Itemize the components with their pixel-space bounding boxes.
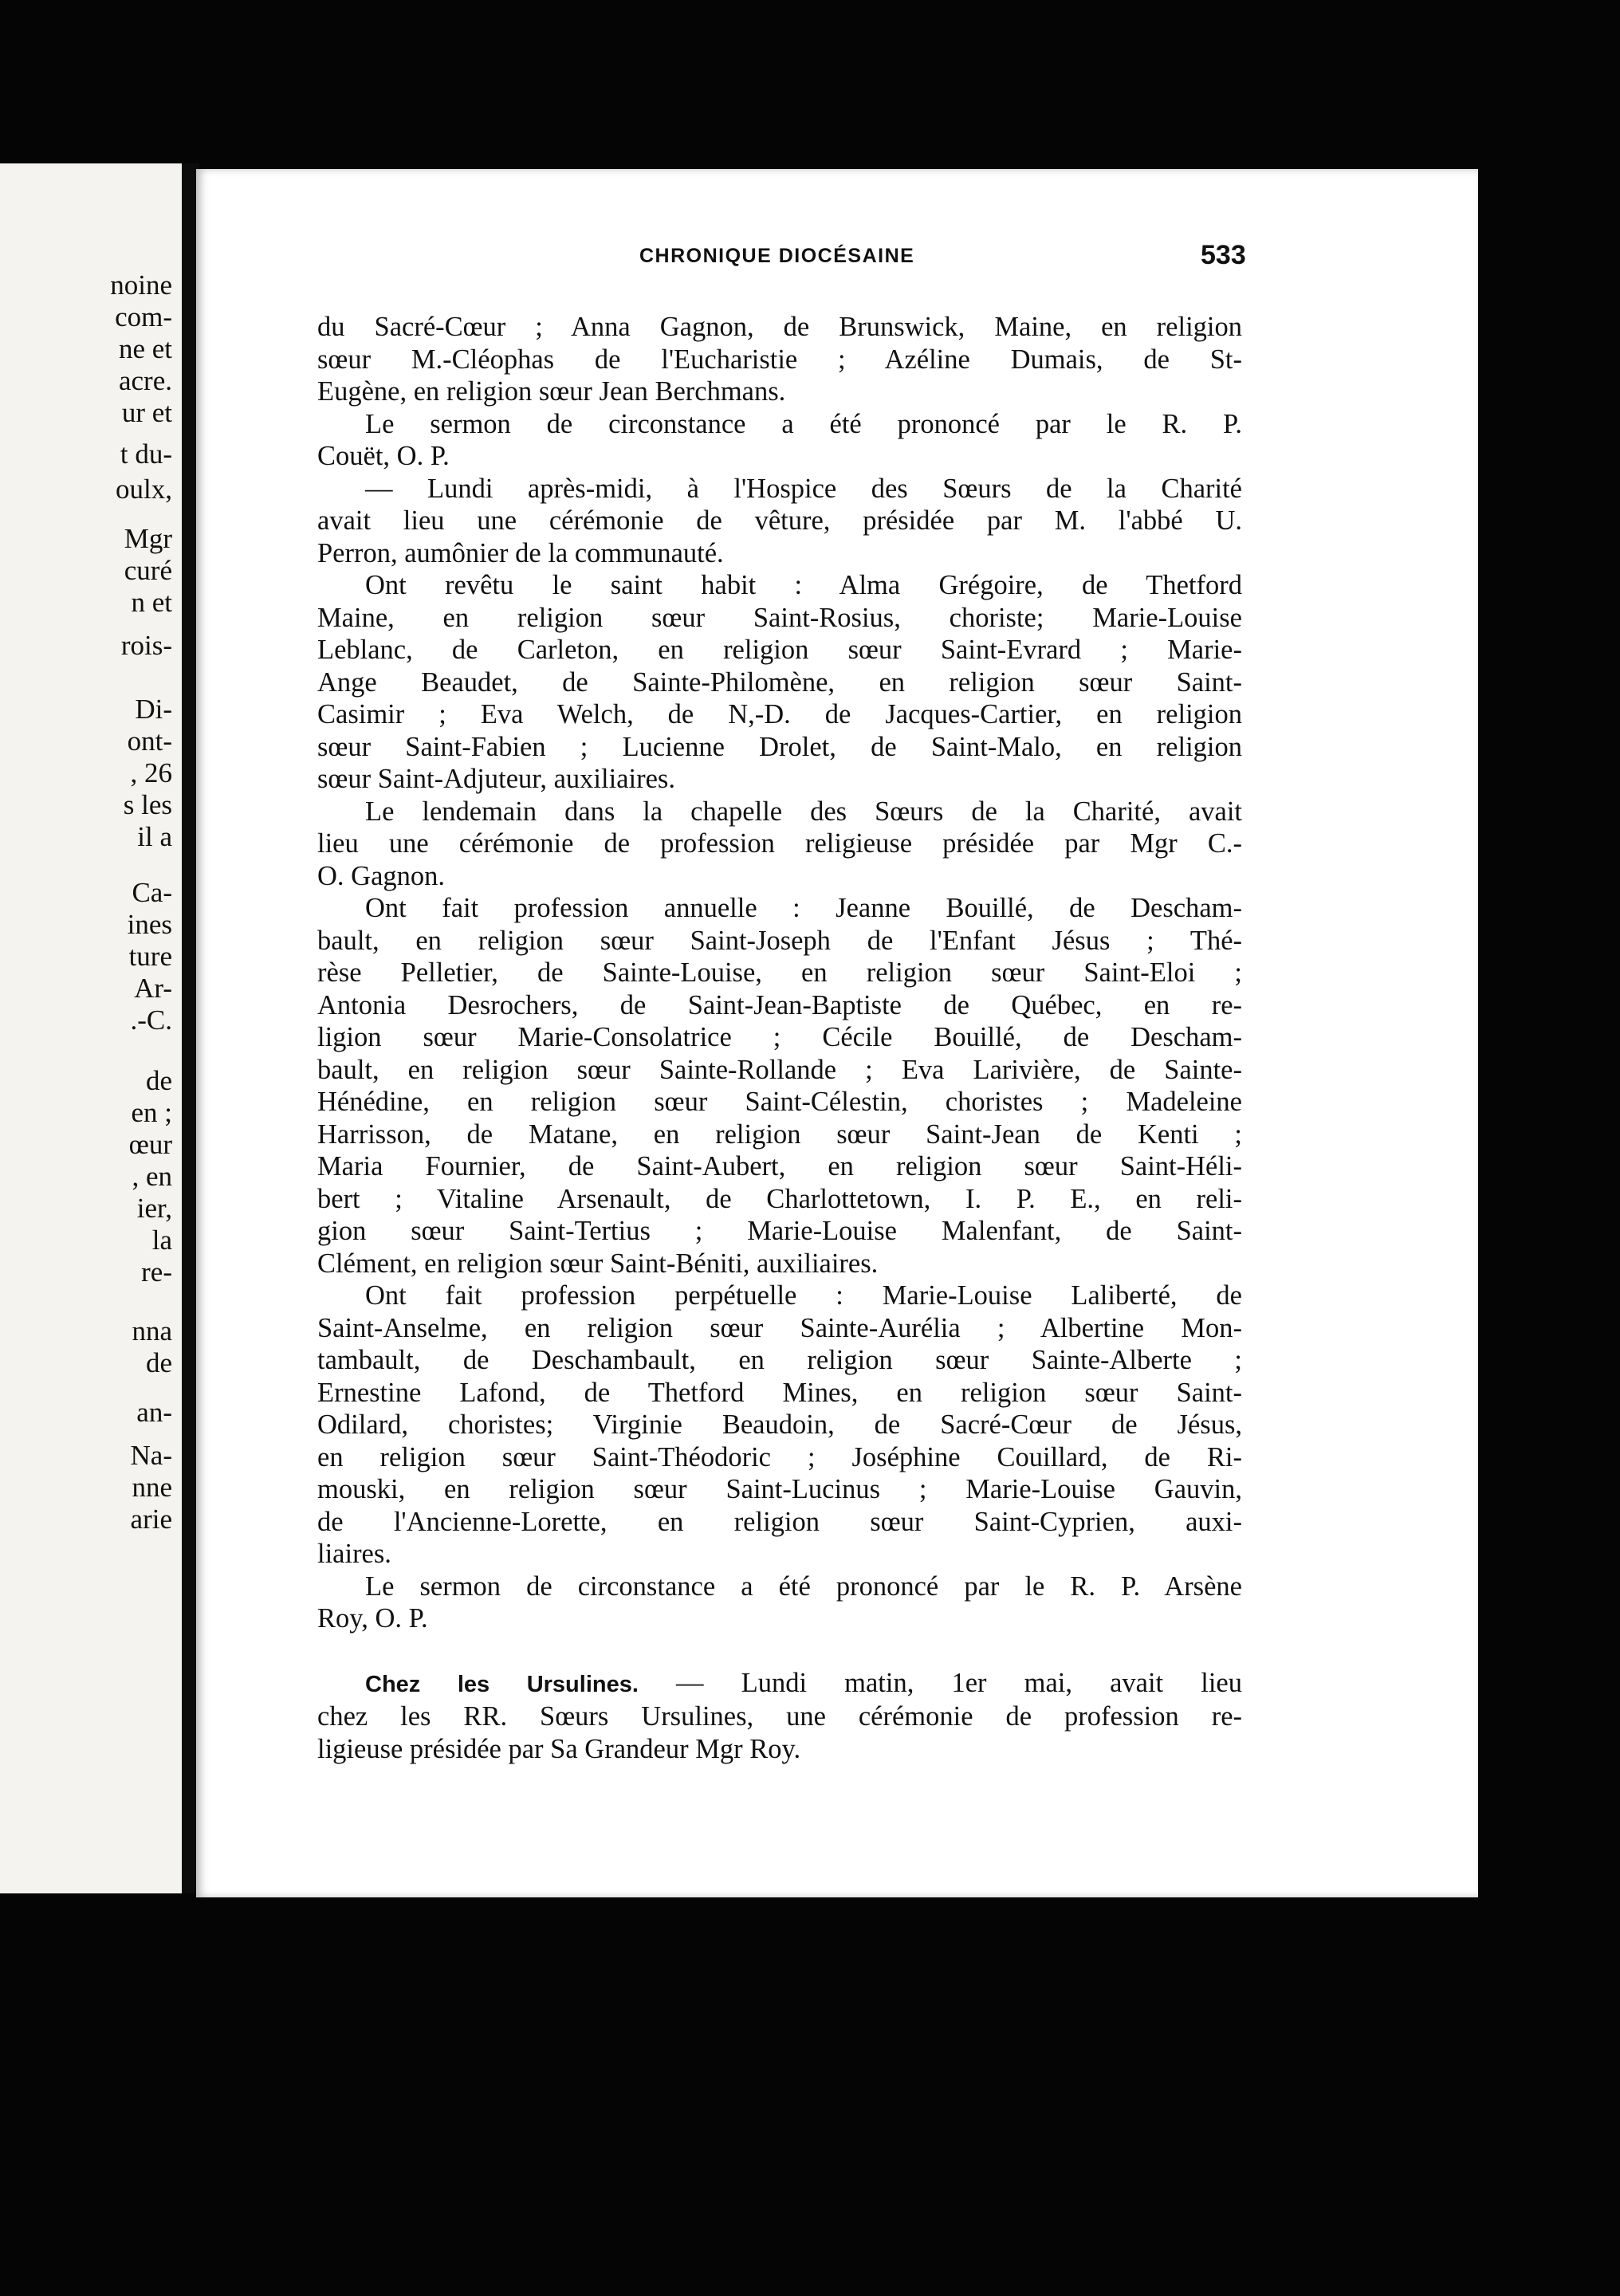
text-line: Hénédine, en religion sœur Saint-Célestin, choristes ; Madeleine [317, 1087, 1242, 1117]
text-line: Maria Fournier, de Saint-Aubert, en religion sœur Saint-Héli- [317, 1151, 1242, 1181]
left-page-fragment: an- [136, 1397, 172, 1428]
text-line: Odilard, choristes; Virginie Beaudoin, de Sacré-Cœur de Jésus, [317, 1409, 1242, 1440]
section-gap [317, 1635, 1242, 1667]
paragraph [317, 1280, 1242, 1571]
section-heading: Chez les Ursulines. [365, 1671, 639, 1697]
paragraph [317, 569, 1242, 796]
left-page-fragment: curé [124, 555, 172, 586]
left-page-fragment: n et [131, 587, 172, 618]
left-page-fragment: t du- [120, 438, 172, 470]
text-line: Le sermon de circonstance a été prononcé par le R. P. [365, 408, 1242, 439]
page-number: 533 [1201, 240, 1246, 270]
left-page-fragment: , en [132, 1161, 172, 1192]
left-page-fragment: Na- [130, 1440, 172, 1471]
text-line: rèse Pelletier, de Sainte-Louise, en religion sœur Saint-Eloi ; [317, 957, 1242, 988]
left-page-fragment: Ca- [132, 877, 172, 908]
text-line: sœur Saint-Fabien ; Lucienne Drolet, de Saint-Malo, en religion [317, 731, 1242, 762]
left-page-fragment: s les [123, 789, 172, 820]
paragraph [317, 408, 1242, 473]
left-page-fragment: de [145, 1347, 172, 1378]
text-line: Ange Beaudet, de Sainte-Philomène, en religion sœur Saint- [317, 666, 1242, 698]
left-page-fragment: Di- [135, 694, 172, 725]
text-line: O. Gagnon. [317, 860, 446, 891]
paragraph [317, 1571, 1242, 1635]
left-page-fragment: la [151, 1225, 172, 1256]
text-line: Maine, en religion sœur Saint-Rosius, choriste; Marie-Louise [317, 602, 1242, 633]
text-line: sœur Saint-Adjuteur, auxiliaires. [317, 764, 675, 794]
paragraph [317, 892, 1242, 1280]
paragraph [317, 473, 1242, 570]
text-line: chez les RR. Sœurs Ursulines, une cérémonie de profession re- [317, 1701, 1242, 1732]
text-line: Le lendemain dans la chapelle des Sœurs de la Charité, avait [365, 796, 1242, 827]
text-line: liaires. [317, 1539, 391, 1569]
text-line: du Sacré-Cœur ; Anna Gagnon, de Brunswick, Maine, en religion [317, 312, 1242, 342]
left-page-fragment: Ar- [134, 973, 172, 1004]
left-page-fragment: de [145, 1065, 172, 1096]
text-line: Leblanc, de Carleton, en religion sœur Saint-Evrard ; Marie- [317, 635, 1242, 665]
text-line: bault, en religion sœur Sainte-Rollande ; Eva Larivière, de Sainte- [317, 1054, 1242, 1085]
text-line: Saint-Anselme, en religion sœur Sainte-Aurélia ; Albertine Mon- [317, 1312, 1242, 1343]
text-line: bert ; Vitaline Arsenault, de Charlottetown, I. P. E., en reli- [317, 1183, 1242, 1214]
text-line: — Lundi après-midi, à l'Hospice des Sœurs de la Charité [365, 473, 1242, 504]
text-line: Antonia Desrochers, de Saint-Jean-Baptiste de Québec, en re- [317, 989, 1242, 1020]
left-page-fragment: en ; [131, 1097, 172, 1128]
text-line: tambault, de Deschambault, en religion sœur Sainte-Alberte ; [317, 1345, 1242, 1375]
text-line: Perron, aumônier de la communauté. [317, 537, 724, 568]
left-page-fragment: ont- [127, 725, 172, 757]
left-page-fragment: re- [141, 1256, 172, 1288]
text-line: Roy, O. P. [317, 1603, 428, 1634]
text-line: sœur M.-Cléophas de l'Eucharistie ; Azéline Dumais, de St- [317, 344, 1242, 375]
text-line: ligieuse présidée par Sa Grandeur Mgr Roy. [317, 1733, 801, 1764]
paragraph [317, 796, 1242, 893]
text-line: lieu une cérémonie de profession religieuse présidée par Mgr C.- [317, 828, 1242, 859]
left-page-fragment: , 26 [130, 757, 172, 788]
running-title: CHRONIQUE DIOCÉSAINE [639, 245, 915, 267]
left-page-fragment: arie [130, 1504, 172, 1535]
left-page-fragment: com- [115, 301, 172, 332]
text-line: mouski, en religion sœur Saint-Lucinus ; Marie-Louise Gauvin, [317, 1474, 1242, 1504]
left-page-fragment: ture [128, 941, 172, 972]
left-page-fragment: ier, [136, 1193, 172, 1224]
left-facing-page [0, 163, 182, 1893]
left-page-fragment: ines [127, 909, 172, 940]
left-page-fragment: ne et [118, 333, 172, 364]
body-text [317, 311, 1242, 1765]
text-line [317, 1667, 1242, 1701]
text-line: Ernestine Lafond, de Thetford Mines, en religion sœur Saint- [317, 1377, 1242, 1408]
text-line: Harrisson, de Matane, en religion sœur Saint-Jean de Kenti ; [317, 1119, 1242, 1150]
left-page-fragment: ur et [121, 397, 172, 428]
left-page-fragment: noine [110, 269, 172, 301]
left-page-fragment: rois- [120, 630, 172, 661]
ursulines-section [317, 1667, 1242, 1766]
left-page-fragment: Mgr [124, 523, 172, 554]
text-line: gion sœur Saint-Tertius ; Marie-Louise Malenfant, de Saint- [317, 1216, 1242, 1246]
text-line: de l'Ancienne-Lorette, en religion sœur Saint-Cyprien, auxi- [317, 1506, 1242, 1537]
left-page-fragment: acre. [118, 365, 172, 396]
left-page-fragment: nne [132, 1472, 172, 1503]
running-head [442, 240, 1246, 285]
text-line: avait lieu une cérémonie de vêture, présidée par M. l'abbé U. [317, 505, 1242, 536]
text-line: Ont fait profession annuelle : Jeanne Bouillé, de Descham- [365, 893, 1242, 923]
text-line: Casimir ; Eva Welch, de N,-D. de Jacques-Cartier, en religion [317, 699, 1242, 729]
text-line: ligion sœur Marie-Consolatrice ; Cécile Bouillé, de Descham- [317, 1022, 1242, 1052]
left-page-fragment: nna [132, 1315, 172, 1347]
left-page-fragment: œur [128, 1129, 172, 1160]
text-line: bault, en religion sœur Saint-Joseph de l'Enfant Jésus ; Thé- [317, 925, 1242, 956]
paragraph [317, 311, 1242, 408]
text-line: Clément, en religion sœur Saint-Béniti, auxiliaires. [317, 1248, 879, 1279]
text-line: Ont revêtu le saint habit : Alma Grégoire, de Thetford [365, 570, 1242, 600]
text-line: Ont fait profession perpétuelle : Marie-Louise Laliberté, de [365, 1280, 1242, 1311]
text-line: Couët, O. P. [317, 441, 450, 471]
text-line: en religion sœur Saint-Théodoric ; Joséphine Couillard, de Ri- [317, 1441, 1242, 1472]
left-page-fragment: il a [137, 821, 172, 852]
text-line: Eugène, en religion sœur Jean Berchmans. [317, 376, 786, 407]
left-page-fragment: .-C. [130, 1005, 172, 1036]
left-page-fragment: oulx, [116, 474, 172, 505]
text-line: Le sermon de circonstance a été prononcé par le R. P. Arsène [365, 1571, 1242, 1602]
section-heading-rest: — Lundi matin, 1er mai, avait lieu [638, 1667, 1242, 1698]
